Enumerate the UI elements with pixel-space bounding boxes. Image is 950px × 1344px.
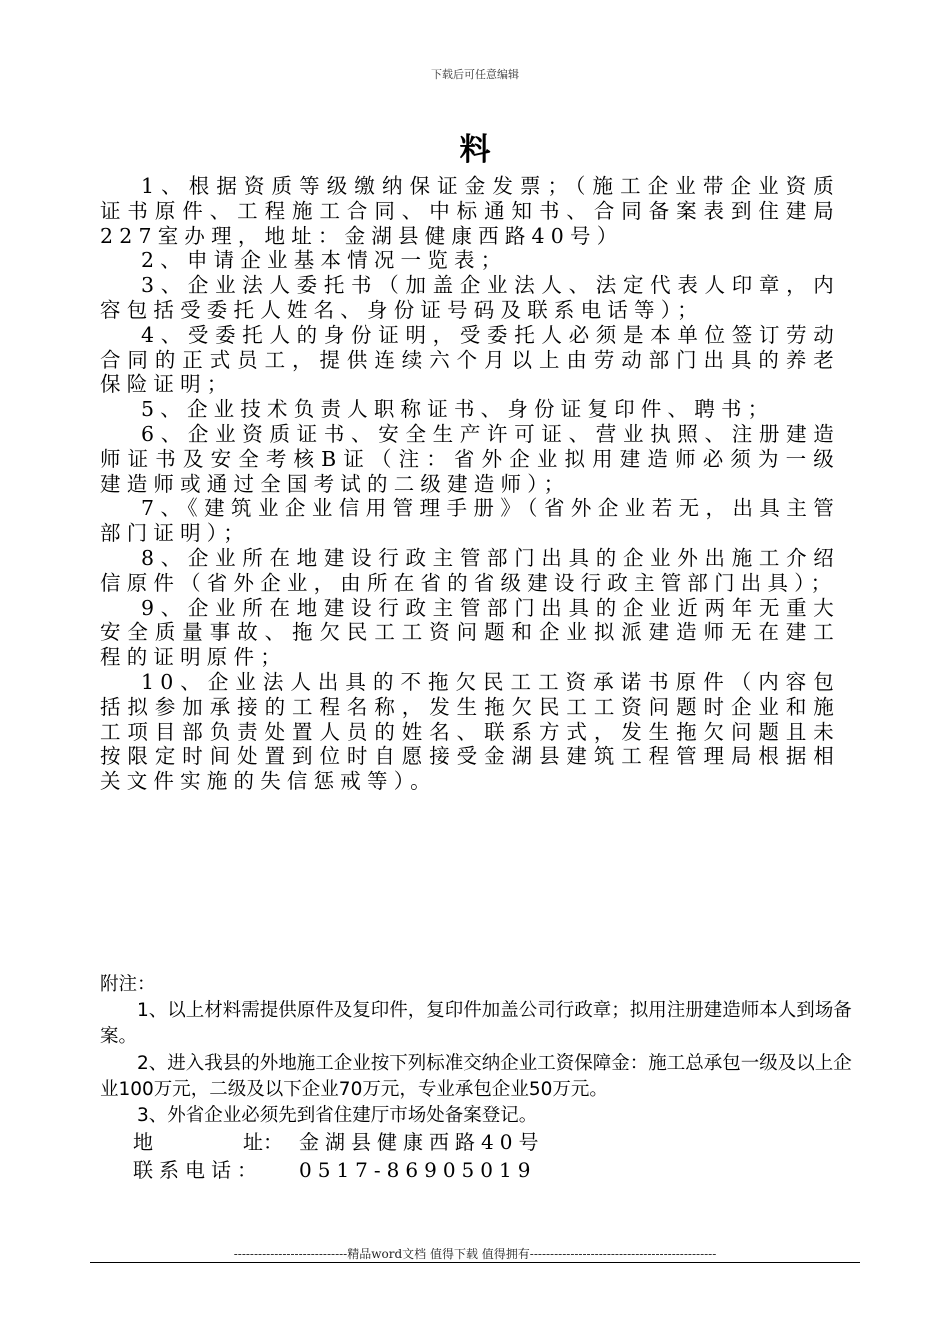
- list-item: 6、企业资质证书、安全生产许可证、营业执照、注册建造师证书及安全考核B证（注：省外企业拟用建造师必须为一级建造师或通过全国考试的二级建造师）；: [100, 421, 840, 496]
- list-item: 3、企业法人委托书（加盖企业法人、法定代表人印章，内容包括受委托人姓名、身份证号码及联系电话等）；: [100, 273, 840, 322]
- footer-note: ----------------------------精品word文档 值得下载 值得拥有----------------------------------------------: [233, 1247, 717, 1261]
- page-title: 料: [459, 132, 491, 168]
- address-row: [133, 1128, 544, 1156]
- list-item: 8、企业所在地建设行政主管部门出具的企业外出施工介绍信原件（省外企业，由所在省的省级建设行政主管部门出具）；: [100, 545, 840, 595]
- list-item: 1、根据资质等级缴纳保证金发票；（施工企业带企业资质证书原件、工程施工合同、中标通知书、合同备案表到住建局227室办理，地址：金湖县健康西路40号）: [100, 174, 840, 248]
- list-item: 9、企业所在地建设行政主管部门出具的企业近两年无重大安全质量事故、拖欠民工工资问题和企业拟派建造师无在建工程的证明原件；: [100, 595, 840, 670]
- list-item: 2、申请企业基本情况一览表；: [141, 248, 508, 273]
- address-label-part: 址：: [243, 1130, 283, 1154]
- note-line: 1、以上材料需提供原件及复印件，复印件加盖公司行政章；拟用注册建造师本人到场备案。: [100, 1000, 852, 1048]
- note-line: 2、进入我县的外地施工企业按下列标准交纳企业工资保障金：施工总承包一级及以上企业100万元，二级及以下企业70万元，专业承包企业50万元。: [100, 1052, 852, 1100]
- list-item: 7、《建筑业企业信用管理手册》（省外企业若无，出具主管部门证明）；: [100, 496, 840, 546]
- address-label-part: 地: [133, 1130, 153, 1154]
- list-item: 10、企业法人出具的不拖欠民工工资承诺书原件（内容包括拟参加承接的工程名称，发生拖欠民工工资问题时企业和施工项目部负责处置人员的姓名、联系方式，发生拖欠问题且未按限定时间处置到位时自愿接受金湖县建筑工程管理局根据相关文件实施的失信惩戒等）。: [100, 669, 840, 794]
- header-note: 下载后可任意编辑: [431, 68, 519, 81]
- phone-label: 联系电话：: [133, 1158, 263, 1182]
- contact-block: [133, 1128, 544, 1184]
- address-label: [133, 1128, 283, 1156]
- address-value: 金湖县健康西路40号: [299, 1130, 545, 1154]
- list-item: 4、受委托人的身份证明，受委托人必须是本单位签订劳动合同的正式员工，提供连续六个月以上由劳动部门出具的养老保险证明；: [100, 322, 840, 397]
- notes-section: [100, 972, 860, 1129]
- phone-value: 0517-86905019: [299, 1158, 537, 1182]
- phone-row: [133, 1156, 544, 1184]
- note-line: 3、外省企业必须先到省住建厅市场处备案登记。: [137, 1105, 538, 1127]
- requirements-list: [100, 174, 840, 794]
- list-item: 5、企业技术负责人职称证书、身份证复印件、聘书；: [141, 397, 775, 422]
- footer-divider: [90, 1262, 860, 1263]
- notes-heading: 附注：: [100, 974, 156, 995]
